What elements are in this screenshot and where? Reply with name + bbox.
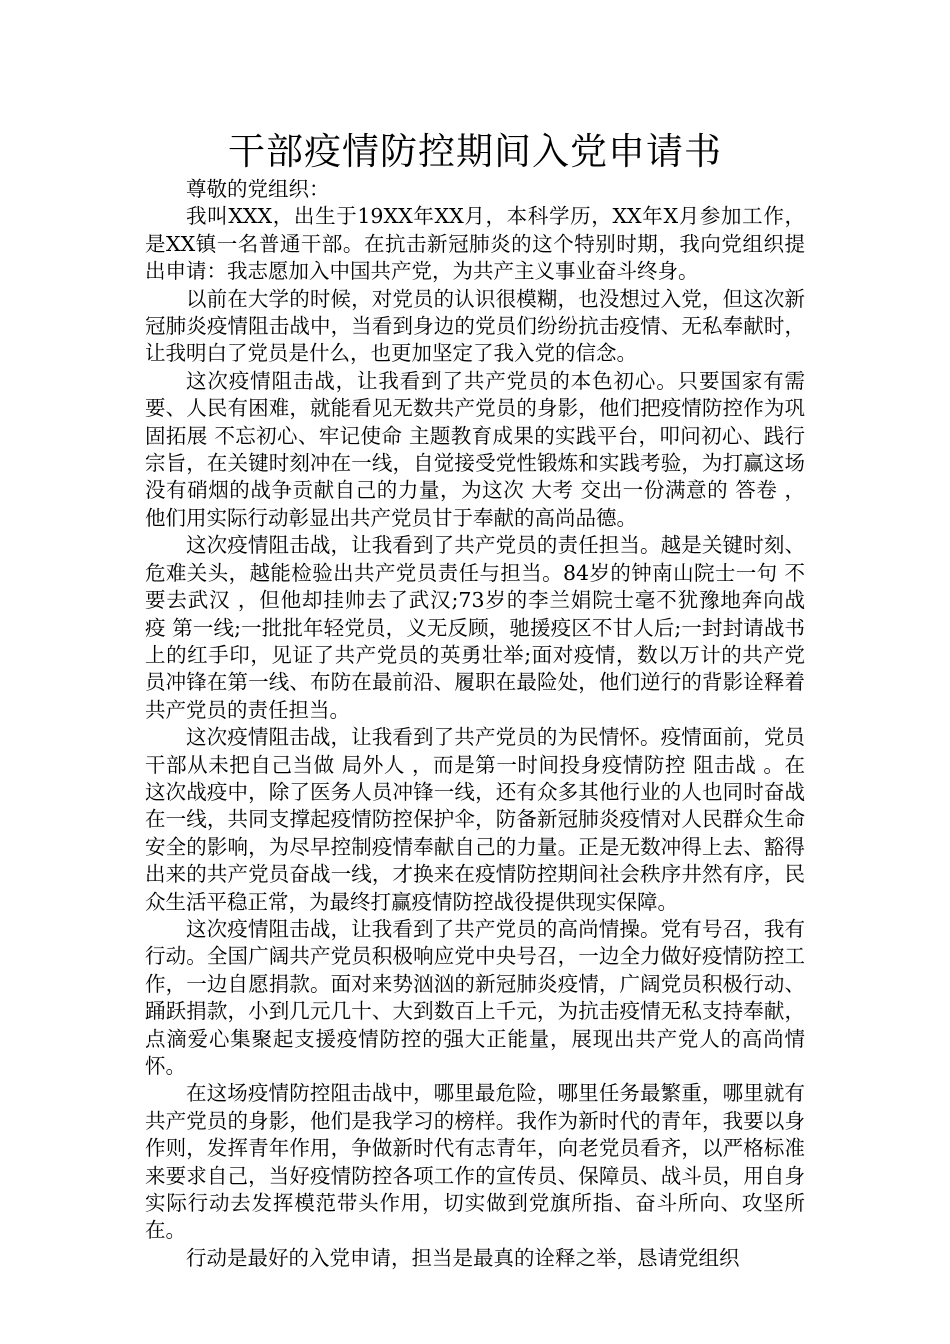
paragraph-6: 这次疫情阻击战，让我看到了共产党员的高尚情操。党有号召，我有行动。全国广阔共产党员积极响应党中央号召，一边全力做好疫情防控工作，一边自愿捐款。面对来势汹汹的新冠肺炎疫情，广阔党员积极行动、踊跃捐款，小到几元几十、大到数百上千元，为抗击疫情无私支持奉献，点滴爱心集聚起支援疫情防控的强大正能量，展现出共产党人的高尚情怀。 [145,916,805,1078]
document-title: 干部疫情防控期间入党申请书 [228,130,722,173]
paragraph-1: 我叫XXX，出生于19XX年XX月，本科学历，XX年X月参加工作，是XX镇一名普通干部。在抗击新冠肺炎的这个特别时期，我向党组织提出申请：我志愿加入中国共产党，为共产主义事业奋斗终身。 [145,204,805,284]
paragraph-2: 以前在大学的时候，对党员的认识很模糊，也没想过入党，但这次新冠肺炎疫情阻击战中，当看到身边的党员们纷纷抗击疫情、无私奉献时，让我明白了党员是什么，也更加坚定了我入党的信念。 [145,286,805,366]
paragraph-5: 这次疫情阻击战，让我看到了共产党员的为民情怀。疫情面前，党员干部从未把自己当做 局外人 ，而是第一时间投身疫情防控 阻击战 。在这次战疫中，除了医务人员冲锋一线，还有众多其他行业的人也同时奋战在一线，共同支撑起疫情防控保护伞，防备新冠肺炎疫情对人民群众生命安全的影响，为尽早控制疫情奉献自己的力量。正是无数冲得上去、豁得出来的共产党员奋战一线，才换来在疫情防控期间社会秩序井然有序，民众生活平稳正常，为最终打赢疫情防控战役提供现实保障。 [145,725,805,914]
document-body [145,176,805,1272]
paragraph-8: 行动是最好的入党申请，担当是最真的诠释之举，恳请党组织 [186,1245,740,1270]
paragraph-4: 这次疫情阻击战，让我看到了共产党员的责任担当。越是关键时刻、危难关头，越能检验出共产党员责任与担当。84岁的钟南山院士一句 不要去武汉 ，但他却挂帅去了武汉;73岁的李兰娟院士毫不犹豫地奔向战 疫 第一线;一批批年轻党员，义无反顾，驰援疫区不甘人后;一封封请战书上的红手印，见证了共产党员的英勇壮举;面对疫情，数以万计的共产党员冲锋在第一线、布防在最前沿、履职在最险处，他们逆行的背影诠释着共产党员的责任担当。 [145,533,805,722]
paragraph-7: 在这场疫情防控阻击战中，哪里最危险，哪里任务最繁重，哪里就有共产党员的身影，他们是我学习的榜样。我作为新时代的青年，我要以身作则，发挥青年作用，争做新时代有志青年，向老党员看齐，以严格标准来要求自己，当好疫情防控各项工作的宣传员、保障员、战斗员，用自身实际行动去发挥模范带头作用，切实做到党旗所指、奋斗所向、攻坚所在。 [145,1081,805,1243]
salutation: 尊敬的党组织： [186,177,330,201]
paragraph-3: 这次疫情阻击战，让我看到了共产党员的本色初心。只要国家有需要、人民有困难，就能看见无数共产党员的身影，他们把疫情防控作为巩固拓展 不忘初心、牢记使命 主题教育成果的实践平台，叩问初心、践行宗旨，在关键时刻冲在一线，自觉接受党性锻炼和实践考验，为打赢这场没有硝烟的战争贡献自己的力量，为这次 大考 交出一份满意的 答卷 ，他们用实际行动彰显出共产党员甘于奉献的高尚品德。 [145,368,805,530]
